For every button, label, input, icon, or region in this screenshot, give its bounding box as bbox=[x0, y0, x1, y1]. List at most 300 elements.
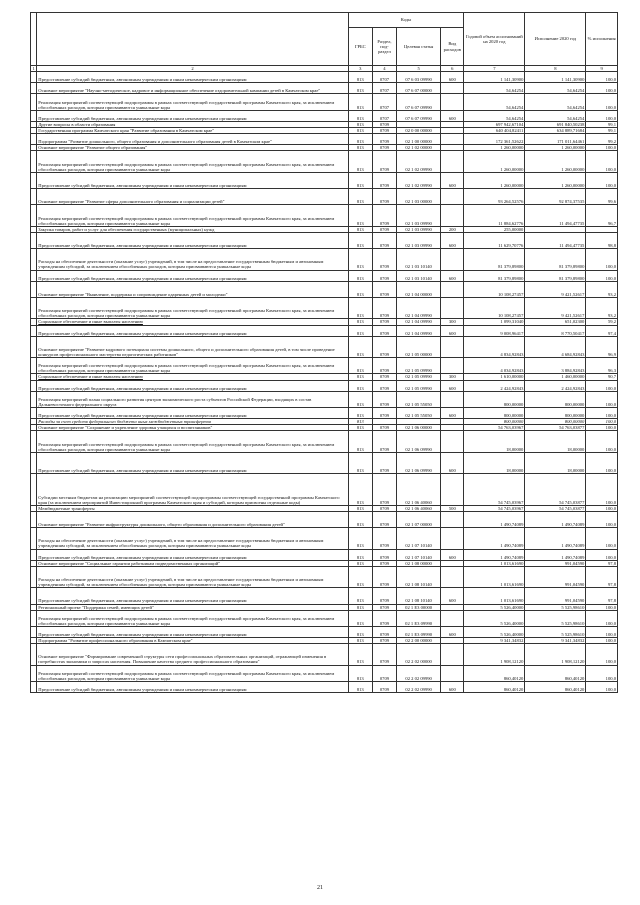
row-annual-cell: 1 260,00000 bbox=[464, 145, 525, 151]
row-name-cell: Предоставление субсидий бюджетным, автономным учреждениям и иным некоммерческим организациям bbox=[37, 408, 348, 419]
row-annual-cell: 18,00000 bbox=[464, 452, 525, 473]
table-row bbox=[31, 391, 618, 407]
row-name-cell: Субсидии местным бюджетам на реализацию мероприятий соответствующей подпрограммы соответствующей государственной программы Камчатского края (за исключением мероприятий Инвестиционной программы Камчатского края и субсидий, которым присвоены отдельные коды) bbox=[37, 474, 348, 506]
row-grbs-cell: 813 bbox=[348, 452, 372, 473]
row-target-cell: 02 1 06 00000 bbox=[397, 425, 441, 431]
row-grbs-cell: 813 bbox=[348, 172, 372, 188]
idx-cell: 5 bbox=[397, 66, 441, 72]
row-exp-type-cell bbox=[441, 566, 464, 587]
row-executed-cell: 5 525,98610 bbox=[525, 604, 586, 610]
row-grbs-cell: 813 bbox=[348, 681, 372, 692]
row-grbs-cell: 813 bbox=[348, 644, 372, 665]
row-executed-cell: 54,64254 bbox=[525, 94, 586, 110]
row-annual-cell: 1 099,31040 bbox=[464, 319, 525, 325]
row-exp-type-cell: 600 bbox=[441, 588, 464, 604]
table-row bbox=[31, 665, 618, 681]
row-exp-type-cell bbox=[441, 189, 464, 205]
row-target-cell: 02 1 04 09990 bbox=[397, 298, 441, 319]
header-executed: Исполнение 2020 год bbox=[525, 13, 586, 66]
row-grbs-cell: 813 bbox=[348, 511, 372, 527]
table-row bbox=[31, 644, 618, 665]
row-target-cell: 02 1 03 09990 bbox=[397, 226, 441, 232]
row-percent-cell: 100,0 bbox=[586, 425, 618, 431]
row-section-cell: 0709 bbox=[372, 511, 396, 527]
row-annual-cell: 4 034,92843 bbox=[464, 358, 525, 374]
row-annual-cell: 9 341,34832 bbox=[464, 638, 525, 644]
idx-cell: 6 bbox=[441, 66, 464, 72]
row-section-cell: 0709 bbox=[372, 121, 396, 127]
row-percent-cell: 99,1 bbox=[586, 121, 618, 127]
row-percent-cell: 100,0 bbox=[586, 431, 618, 452]
row-name-text: Основное мероприятие "Сохранение и укрепление здоровья учащихся и воспитанников" bbox=[38, 425, 213, 431]
row-target-cell: 02 1 05 09990 bbox=[397, 380, 441, 391]
row-grbs-cell: 813 bbox=[348, 665, 372, 681]
row-percent-cell: 100,0 bbox=[586, 626, 618, 637]
row-target-cell: 02 1 04 09990 bbox=[397, 325, 441, 336]
row-target-cell: 02 1 00 00000 bbox=[397, 134, 441, 145]
row-section-cell: 0709 bbox=[372, 325, 396, 336]
row-executed-cell: 800,00000 bbox=[525, 419, 586, 425]
row-grbs-cell: 813 bbox=[348, 391, 372, 407]
row-percent-cell: 100,0 bbox=[586, 151, 618, 172]
row-annual-cell: 5 526,40000 bbox=[464, 626, 525, 637]
row-name-text: Основное мероприятие "Социальные гарантии работникам подведомственных организаций" bbox=[38, 560, 221, 566]
row-name-cell: Предоставление субсидий бюджетным, автономным учреждениям и иным некоммерческим организациям bbox=[37, 72, 348, 83]
table-row bbox=[31, 134, 618, 145]
row-percent-cell: 100,0 bbox=[586, 638, 618, 644]
row-target-cell: 02 1 03 09990 bbox=[397, 205, 441, 226]
row-target-cell: 02 1 03 10140 bbox=[397, 249, 441, 270]
row-name-cell: Основное мероприятие "Научно-методическое, кадровое и информационное обеспечение оздоровительной кампании детей в Камчатском крае" bbox=[37, 83, 348, 94]
idx-cell: 3 bbox=[348, 66, 372, 72]
row-grbs-cell: 813 bbox=[348, 325, 372, 336]
row-percent-cell: 100,0 bbox=[586, 380, 618, 391]
row-section-cell: 0709 bbox=[372, 431, 396, 452]
row-annual-cell: 1 141,30900 bbox=[464, 72, 525, 83]
row-name-cell: Реализация мероприятий соответствующей подпрограммы в рамках соответствующей государственной программы Камчатского края, за исключением обособленных расходов, которым присваиваются уникальные коды bbox=[37, 610, 348, 626]
table-row bbox=[31, 549, 618, 560]
row-executed-cell: 1 260,00000 bbox=[525, 151, 586, 172]
row-exp-type-cell bbox=[441, 644, 464, 665]
table-row bbox=[31, 336, 618, 357]
header-section: Раздел, под-раздел bbox=[372, 28, 396, 66]
row-name-cell: Расходы на обеспечение деятельности (оказание услуг) учреждений, в том числе на предоставление государственным бюджетным и автономным учреждениям субсидий, за исключением обособленных расходов, которым присваиваются уникальные коды bbox=[37, 566, 348, 587]
row-percent-cell: 99,2 bbox=[586, 134, 618, 145]
row-target-cell: 02 1 E3 09990 bbox=[397, 610, 441, 626]
idx-cell: 9 bbox=[586, 66, 618, 72]
row-executed-cell: 54,64254 bbox=[525, 83, 586, 94]
row-percent-cell: 100,0 bbox=[586, 604, 618, 610]
row-percent-cell: 100,0 bbox=[586, 94, 618, 110]
table-row bbox=[31, 474, 618, 506]
row-exp-type-cell bbox=[441, 474, 464, 506]
row-annual-cell: 1 260,00000 bbox=[464, 151, 525, 172]
row-section-cell: 0709 bbox=[372, 425, 396, 431]
row-percent-cell: 96,9 bbox=[586, 336, 618, 357]
row-annual-cell: 81 379,89800 bbox=[464, 249, 525, 270]
row-target-cell: 02 1 02 09990 bbox=[397, 172, 441, 188]
row-executed-cell: 691 840,50238 bbox=[525, 121, 586, 127]
row-target-cell: 02 1 05 09990 bbox=[397, 374, 441, 380]
row-exp-type-cell bbox=[441, 83, 464, 94]
row-annual-cell: 1 013,61690 bbox=[464, 560, 525, 566]
row-exp-type-cell: 600 bbox=[441, 452, 464, 473]
row-annual-cell: 18,00000 bbox=[464, 431, 525, 452]
row-exp-type-cell: 600 bbox=[441, 325, 464, 336]
row-grbs-cell: 813 bbox=[348, 121, 372, 127]
table-row bbox=[31, 172, 618, 188]
idx-cell: 8 bbox=[525, 66, 586, 72]
row-section-cell: 0709 bbox=[372, 391, 396, 407]
row-exp-type-cell bbox=[441, 431, 464, 452]
row-grbs-cell: 813 bbox=[348, 431, 372, 452]
row-grbs-cell: 813 bbox=[348, 610, 372, 626]
row-section-cell: 0709 bbox=[372, 205, 396, 226]
row-executed-cell: 9 421,52617 bbox=[525, 281, 586, 297]
row-grbs-cell: 813 bbox=[348, 72, 372, 83]
row-annual-cell: 11 629,70776 bbox=[464, 232, 525, 248]
row-target-cell: 02 1 04 00000 bbox=[397, 281, 441, 297]
row-target-cell: 02 1 07 10140 bbox=[397, 549, 441, 560]
row-name-text: Межбюджетные трансферты bbox=[38, 505, 95, 511]
row-section-cell: 0707 bbox=[372, 72, 396, 83]
row-executed-cell: 1 908,12120 bbox=[525, 644, 586, 665]
row-name-cell: Основное мероприятие "Развитие инфраструктуры дошкольного, общего образования и дополнительного образования детей" bbox=[37, 511, 348, 527]
row-exp-type-cell: 600 bbox=[441, 408, 464, 419]
row-executed-cell: 1 260,00000 bbox=[525, 172, 586, 188]
row-grbs-cell: 813 bbox=[348, 281, 372, 297]
table-row bbox=[31, 83, 618, 94]
row-executed-cell: 651,02300 bbox=[525, 319, 586, 325]
table-row bbox=[31, 511, 618, 527]
row-annual-cell: 5 526,40000 bbox=[464, 610, 525, 626]
row-annual-cell: 1 490,74089 bbox=[464, 511, 525, 527]
table-row bbox=[31, 151, 618, 172]
row-grbs-cell: 813 bbox=[348, 374, 372, 380]
row-annual-cell: 1 260,00000 bbox=[464, 172, 525, 188]
row-target-cell: 02 1 05 55050 bbox=[397, 391, 441, 407]
row-name-text: Социальное обеспечение и иные выплаты населению bbox=[38, 374, 143, 380]
table-row bbox=[31, 566, 618, 587]
row-executed-cell: 54 745,03877 bbox=[525, 474, 586, 506]
row-annual-cell: 54 745,03967 bbox=[464, 505, 525, 511]
row-grbs-cell: 813 bbox=[348, 94, 372, 110]
table-row bbox=[31, 249, 618, 270]
row-grbs-cell: 813 bbox=[348, 419, 372, 425]
table-row bbox=[31, 681, 618, 692]
row-grbs-cell: 813 bbox=[348, 83, 372, 94]
row-name-cell: Реализация мероприятий соответствующей подпрограммы в рамках соответствующей государственной программы Камчатского края, за исключением обособленных расходов, которым присваиваются уникальные коды bbox=[37, 358, 348, 374]
table-row bbox=[31, 298, 618, 319]
row-section-cell: 0709 bbox=[372, 665, 396, 681]
row-grbs-cell: 813 bbox=[348, 528, 372, 549]
table-row bbox=[31, 94, 618, 110]
row-target-cell: 07 6 07 09990 bbox=[397, 110, 441, 121]
row-annual-cell: 54 745,03967 bbox=[464, 474, 525, 506]
idx-cell: 1 bbox=[32, 66, 35, 71]
table-row bbox=[31, 610, 618, 626]
row-percent-cell: 100,0 bbox=[586, 610, 618, 626]
row-section-cell: 0709 bbox=[372, 638, 396, 644]
row-exp-type-cell bbox=[441, 151, 464, 172]
table-row bbox=[31, 270, 618, 281]
row-annual-cell: 5 526,40000 bbox=[464, 604, 525, 610]
row-exp-type-cell bbox=[441, 298, 464, 319]
row-section-cell: 0709 bbox=[372, 358, 396, 374]
row-annual-cell: 860,40120 bbox=[464, 681, 525, 692]
row-name-cell: Основное мероприятие "Формирование современной структуры сети профессиональных образовательных организаций, отражающей изменения в потребностях экономики и запросах населения. Повышение качества среднего профессионального образования" bbox=[37, 644, 348, 665]
row-grbs-cell: 813 bbox=[348, 380, 372, 391]
row-annual-cell: 54,64254 bbox=[464, 83, 525, 94]
row-executed-cell: 5 525,98610 bbox=[525, 610, 586, 626]
row-name-text: Региональный проект "Поддержка семей, имеющих детей" bbox=[38, 604, 154, 610]
row-name-text: Другие вопросы в области образования bbox=[38, 121, 116, 127]
row-annual-cell: 9 008,96417 bbox=[464, 325, 525, 336]
row-name-cell: Реализация мероприятий соответствующей подпрограммы в рамках соответствующей государственной программы Камчатского края, за исключением обособленных расходов, которым присваиваются уникальные коды bbox=[37, 94, 348, 110]
row-target-cell: 02 2 00 00000 bbox=[397, 638, 441, 644]
row-section-cell: 0709 bbox=[372, 549, 396, 560]
row-name-cell: Предоставление субсидий бюджетным, автономным учреждениям и иным некоммерческим организациям bbox=[37, 325, 348, 336]
row-target-cell: 02 1 05 55050 bbox=[397, 408, 441, 419]
row-section-cell: 0709 bbox=[372, 588, 396, 604]
row-executed-cell: 81 379,89800 bbox=[525, 249, 586, 270]
row-percent-cell: 100,0 bbox=[586, 72, 618, 83]
row-grbs-cell: 813 bbox=[348, 588, 372, 604]
row-annual-cell: 172 361,52622 bbox=[464, 134, 525, 145]
row-grbs-cell: 813 bbox=[348, 110, 372, 121]
row-section-cell: 0709 bbox=[372, 151, 396, 172]
row-percent-cell: 100,0 bbox=[586, 110, 618, 121]
row-exp-type-cell bbox=[441, 610, 464, 626]
row-section-cell: 0709 bbox=[372, 270, 396, 281]
row-exp-type-cell: 600 bbox=[441, 380, 464, 391]
row-name-cell: Реализация мероприятий плана социального развития центров экономического роста субъектов Российской Федерации, входящих в состав Дальневосточного федерального округа bbox=[37, 391, 348, 407]
row-name-cell: Реализация мероприятий соответствующей подпрограммы в рамках соответствующей государственной программы Камчатского края, за исключением обособленных расходов, которым присваиваются уникальные коды bbox=[37, 665, 348, 681]
row-exp-type-cell: 600 bbox=[441, 549, 464, 560]
row-executed-cell: 4 684,92843 bbox=[525, 336, 586, 357]
row-percent-cell: 96,7 bbox=[586, 205, 618, 226]
row-exp-type-cell bbox=[441, 358, 464, 374]
row-percent-cell: 97,4 bbox=[586, 325, 618, 336]
row-name-cell: Расходы на обеспечение деятельности (оказание услуг) учреждений, в том числе на предоставление государственным бюджетным и автономным учреждениям субсидий, за исключением обособленных расходов, которым присваиваются уникальные коды bbox=[37, 528, 348, 549]
row-executed-cell: 8 770,50417 bbox=[525, 325, 586, 336]
row-name-cell: Расходы на обеспечение деятельности (оказание услуг) учреждений, в том числе на предоставление государственным бюджетным и автономным учреждениям субсидий, за исключением обособленных расходов, которым присваиваются уникальные коды bbox=[37, 249, 348, 270]
row-executed-cell: 54,64254 bbox=[525, 110, 586, 121]
row-section-cell: 0709 bbox=[372, 189, 396, 205]
row-executed-cell: 9 341,34832 bbox=[525, 638, 586, 644]
row-grbs-cell: 813 bbox=[348, 549, 372, 560]
row-section-cell: 0709 bbox=[372, 644, 396, 665]
row-percent-cell: 100,0 bbox=[586, 452, 618, 473]
row-section-cell: 0709 bbox=[372, 604, 396, 610]
table-row bbox=[31, 431, 618, 452]
row-percent-cell: 97,8 bbox=[586, 588, 618, 604]
row-name-cell bbox=[37, 134, 348, 145]
row-annual-cell: 54,64254 bbox=[464, 94, 525, 110]
row-percent-cell: 100,0 bbox=[586, 644, 618, 665]
header-exp-type: Вид расходов bbox=[441, 28, 464, 66]
row-section-cell: 0709 bbox=[372, 566, 396, 587]
row-target-cell: 02 1 02 00000 bbox=[397, 145, 441, 151]
row-grbs-cell: 813 bbox=[348, 626, 372, 637]
row-section-cell: 0707 bbox=[372, 83, 396, 94]
row-exp-type-cell: 600 bbox=[441, 626, 464, 637]
table-row bbox=[31, 110, 618, 121]
row-percent-cell: 99,1 bbox=[586, 128, 618, 134]
row-target-cell: 02 1 02 09990 bbox=[397, 151, 441, 172]
row-section-cell: 0709 bbox=[372, 172, 396, 188]
row-annual-cell: 697 942,67104 bbox=[464, 121, 525, 127]
row-target-cell: 02 1 06 40060 bbox=[397, 505, 441, 511]
row-exp-type-cell bbox=[441, 281, 464, 297]
row-executed-cell: 1 141,30900 bbox=[525, 72, 586, 83]
row-percent-cell: 100,0 bbox=[586, 681, 618, 692]
table-row bbox=[31, 528, 618, 549]
row-percent-cell: 100,0 bbox=[586, 391, 618, 407]
row-executed-cell: 991,04590 bbox=[525, 588, 586, 604]
row-name-cell: Реализация мероприятий соответствующей подпрограммы в рамках соответствующей государственной программы Камчатского края, за исключением обособленных расходов, которым присваиваются уникальные коды bbox=[37, 205, 348, 226]
row-annual-cell: 1 490,74089 bbox=[464, 549, 525, 560]
row-target-cell: 02 1 08 10140 bbox=[397, 566, 441, 587]
row-grbs-cell: 813 bbox=[348, 505, 372, 511]
row-section-cell: 0709 bbox=[372, 505, 396, 511]
row-percent-cell: 97,8 bbox=[586, 560, 618, 566]
row-name-text: Государственная программа Камчатского края "Развитие образования в Камчатском крае" bbox=[38, 128, 215, 134]
row-name-cell: Предоставление субсидий бюджетным, автономным учреждениям и иным некоммерческим организациям bbox=[37, 681, 348, 692]
row-section-cell: 0709 bbox=[372, 336, 396, 357]
row-percent-cell: 100,0 bbox=[586, 408, 618, 419]
row-section-cell: 0709 bbox=[372, 408, 396, 419]
row-executed-cell: 634 889,71684 bbox=[525, 128, 586, 134]
row-executed-cell: 1 490,74089 bbox=[525, 528, 586, 549]
row-executed-cell: 5 525,98610 bbox=[525, 626, 586, 637]
idx-cell: 7 bbox=[464, 66, 525, 72]
row-name-cell: Предоставление субсидий бюджетным, автономным учреждениям и иным некоммерческим организациям bbox=[37, 588, 348, 604]
row-executed-cell: 860,40120 bbox=[525, 681, 586, 692]
row-exp-type-cell: 600 bbox=[441, 72, 464, 83]
row-percent-cell: 99,6 bbox=[586, 189, 618, 205]
row-exp-type-cell bbox=[441, 665, 464, 681]
row-grbs-cell: 813 bbox=[348, 189, 372, 205]
row-grbs-cell: 813 bbox=[348, 270, 372, 281]
row-section-cell: 0709 bbox=[372, 528, 396, 549]
row-annual-cell: 1 610,00000 bbox=[464, 374, 525, 380]
row-grbs-cell: 813 bbox=[348, 232, 372, 248]
row-exp-type-cell bbox=[441, 249, 464, 270]
row-target-cell: 02 2 02 00000 bbox=[397, 644, 441, 665]
row-executed-cell: 18,00000 bbox=[525, 431, 586, 452]
row-executed-cell: 54 763,03877 bbox=[525, 425, 586, 431]
row-name-cell: Предоставление субсидий бюджетным, автономным учреждениям и иным некоммерческим организациям bbox=[37, 232, 348, 248]
row-name-cell: Предоставление субсидий бюджетным, автономным учреждениям и иным некоммерческим организациям bbox=[37, 270, 348, 281]
row-executed-cell: 800,00000 bbox=[525, 408, 586, 419]
row-name-cell: Основное мероприятие "Развитие кадрового потенциала системы дошкольного, общего и дополнительного образования детей, в том числе проведение конкурсов профессионального мастерства педагогических работников" bbox=[37, 336, 348, 357]
row-grbs-cell: 813 bbox=[348, 319, 372, 325]
row-exp-type-cell: 600 bbox=[441, 172, 464, 188]
header-annual: Годовой объем ассигнований на 2020 год bbox=[464, 13, 525, 66]
row-section-cell: 0707 bbox=[372, 94, 396, 110]
row-section-cell: 0709 bbox=[372, 610, 396, 626]
row-executed-cell: 1 490,74089 bbox=[525, 511, 586, 527]
row-executed-cell: 1 490,74089 bbox=[525, 549, 586, 560]
row-grbs-cell: 813 bbox=[348, 226, 372, 232]
row-section-cell: 0709 bbox=[372, 298, 396, 319]
row-name-cell: Основное мероприятие "Выявление, поддержка и сопровождение одаренных детей и молодежи" bbox=[37, 281, 348, 297]
row-executed-cell: 1 460,00000 bbox=[525, 374, 586, 380]
row-percent-cell: 93,2 bbox=[586, 298, 618, 319]
row-annual-cell: 1 490,74089 bbox=[464, 528, 525, 549]
row-grbs-cell: 813 bbox=[348, 566, 372, 587]
row-exp-type-cell bbox=[441, 391, 464, 407]
row-annual-cell: 800,00000 bbox=[464, 408, 525, 419]
row-target-cell: 02 1 E3 09990 bbox=[397, 626, 441, 637]
row-section-cell: 0709 bbox=[372, 626, 396, 637]
row-executed-cell: 1 260,00000 bbox=[525, 145, 586, 151]
row-name-cell: Предоставление субсидий бюджетным, автономным учреждениям и иным некоммерческим организациям bbox=[37, 626, 348, 637]
table-row bbox=[31, 380, 618, 391]
row-target-cell: 02 0 00 00000 bbox=[397, 128, 441, 134]
row-grbs-cell: 813 bbox=[348, 336, 372, 357]
row-section-cell: 0709 bbox=[372, 249, 396, 270]
table-row bbox=[31, 325, 618, 336]
row-annual-cell: 93 264,52576 bbox=[464, 189, 525, 205]
row-exp-type-cell: 200 bbox=[441, 226, 464, 232]
row-exp-type-cell: 500 bbox=[441, 505, 464, 511]
row-executed-cell: 991,04590 bbox=[525, 566, 586, 587]
table-row bbox=[31, 205, 618, 226]
row-grbs-cell: 813 bbox=[348, 151, 372, 172]
header-codes: Коды bbox=[348, 13, 464, 28]
row-exp-type-cell bbox=[441, 205, 464, 226]
row-section-cell: 0709 bbox=[372, 134, 396, 145]
row-exp-type-cell bbox=[441, 528, 464, 549]
row-annual-cell: 800,00000 bbox=[464, 391, 525, 407]
table-row bbox=[31, 72, 618, 83]
row-section-cell: 0709 bbox=[372, 474, 396, 506]
row-section-cell: 0707 bbox=[372, 110, 396, 121]
row-percent-cell: 100,0 bbox=[586, 511, 618, 527]
table-row bbox=[31, 358, 618, 374]
header-name bbox=[37, 13, 348, 66]
table-row bbox=[31, 189, 618, 205]
row-exp-type-cell bbox=[441, 511, 464, 527]
row-annual-cell: 1 908,12120 bbox=[464, 644, 525, 665]
header-grbs: ГРБС bbox=[348, 28, 372, 66]
row-percent-cell: 90,7 bbox=[586, 374, 618, 380]
row-grbs-cell: 813 bbox=[348, 249, 372, 270]
row-section-cell: 0709 bbox=[372, 681, 396, 692]
row-grbs-cell: 813 bbox=[348, 128, 372, 134]
row-name-cell: Предоставление субсидий бюджетным, автономным учреждениям и иным некоммерческим организациям bbox=[37, 380, 348, 391]
row-grbs-cell: 813 bbox=[348, 205, 372, 226]
row-name-cell: Расходы за счет средств федерального бюджета иных межбюджетных трансфертов bbox=[37, 419, 348, 425]
row-percent-cell: 100,0 bbox=[586, 665, 618, 681]
row-grbs-cell: 813 bbox=[348, 560, 372, 566]
budget-table bbox=[30, 12, 618, 693]
row-target-cell: 02 1 03 00000 bbox=[397, 189, 441, 205]
row-annual-cell: 11 884,62776 bbox=[464, 205, 525, 226]
row-exp-type-cell: 600 bbox=[441, 110, 464, 121]
row-percent-cell: 97,8 bbox=[586, 566, 618, 587]
row-grbs-cell: 813 bbox=[348, 145, 372, 151]
row-target-cell: 02 1 03 09990 bbox=[397, 232, 441, 248]
row-name-cell: Предоставление субсидий бюджетным, автономным учреждениям и иным некоммерческим организациям bbox=[37, 452, 348, 473]
row-target-cell: 02 2 02 09990 bbox=[397, 681, 441, 692]
row-exp-type-cell: 300 bbox=[441, 374, 464, 380]
row-section-cell: 0709 bbox=[372, 452, 396, 473]
idx-cell: 4 bbox=[372, 66, 396, 72]
row-name-cell: Предоставление субсидий бюджетным, автономным учреждениям и иным некоммерческим организациям bbox=[37, 172, 348, 188]
